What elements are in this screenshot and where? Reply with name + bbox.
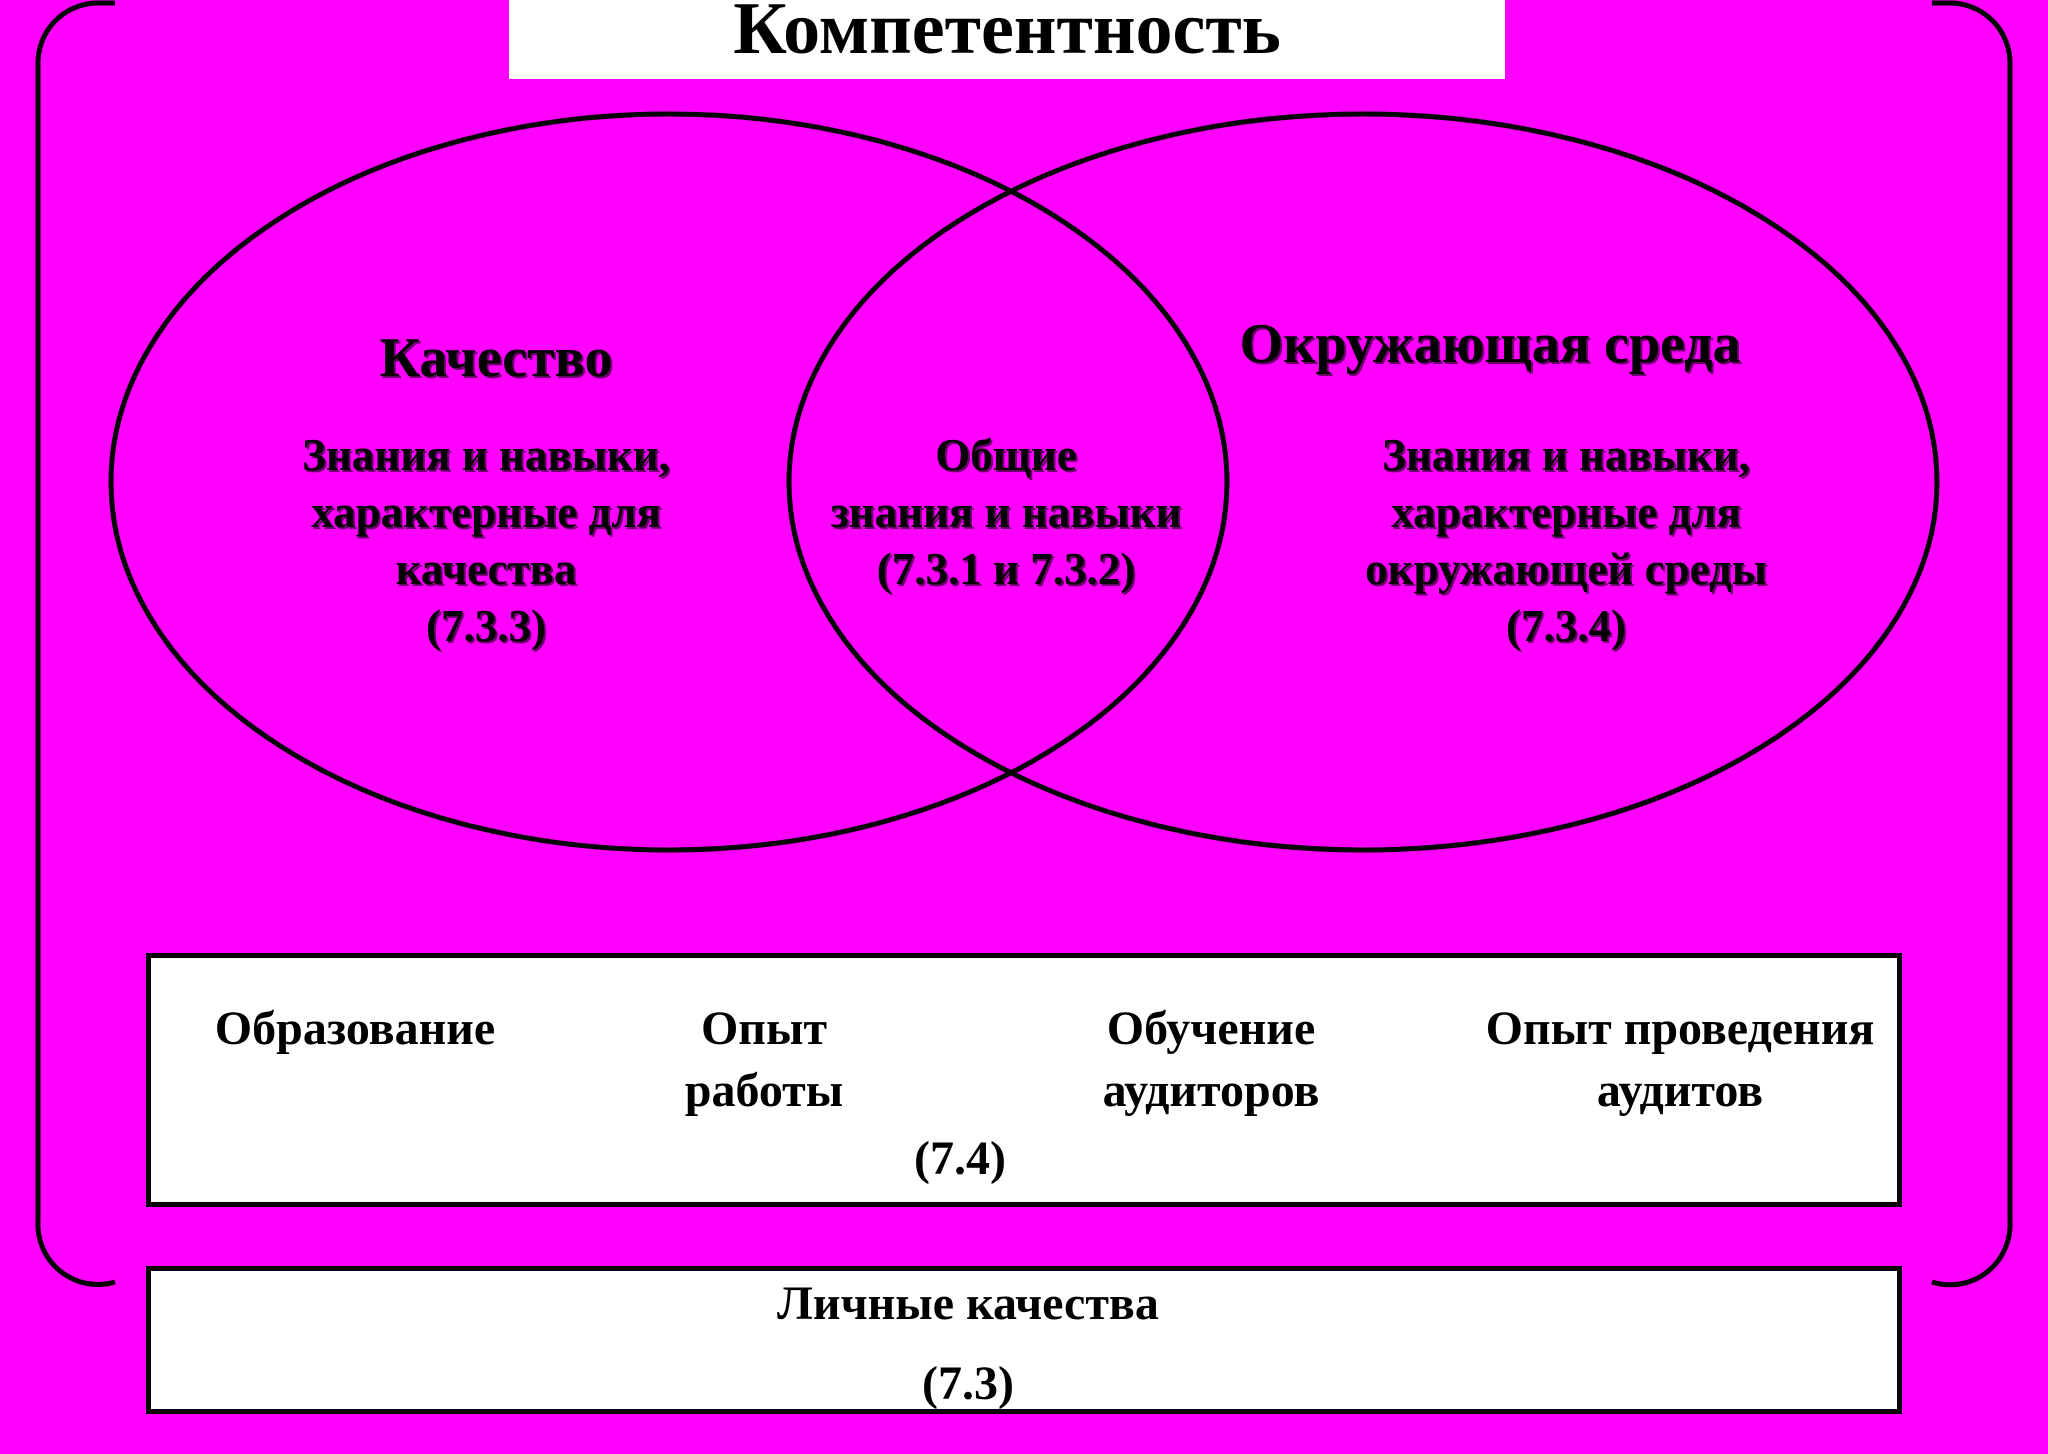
auditor-training-line: аудиторов xyxy=(1102,1064,1320,1117)
environment-line: характерные для xyxy=(1391,487,1741,537)
environment-line: Знания и навыки, xyxy=(1382,430,1750,480)
quality-text xyxy=(236,427,736,655)
work-experience-label xyxy=(614,998,914,1122)
work-experience-line: работы xyxy=(684,1064,844,1117)
environment-line: окружающей среды xyxy=(1365,544,1767,594)
environment-heading: Окружающая среда xyxy=(1239,313,1741,375)
common-ref: (7.3.1 и 7.3.2) xyxy=(876,544,1136,594)
quality-ref: (7.3.3) xyxy=(426,601,546,651)
education-line: Образование xyxy=(214,1002,496,1055)
competence-frame-right xyxy=(1932,3,2010,1285)
environment-ref: (7.3.4) xyxy=(1506,601,1626,651)
auditor-training-label xyxy=(1061,998,1361,1122)
competence-frame-left xyxy=(38,3,115,1284)
environment-text xyxy=(1316,427,1816,655)
audit-experience-label xyxy=(1460,998,1900,1122)
diagram-title: Компетентность xyxy=(733,0,1281,70)
common-line: Общие xyxy=(935,430,1077,480)
common-text xyxy=(796,427,1216,598)
quality-line: качества xyxy=(395,544,577,594)
quality-line: характерные для xyxy=(311,487,661,537)
common-line: знания и навыки xyxy=(830,487,1182,537)
education-label xyxy=(155,998,555,1060)
personal-qualities-label: Личные качества xyxy=(777,1277,1159,1330)
personal-qualities-ref: (7.3) xyxy=(922,1357,1014,1410)
work-experience-line: Опыт xyxy=(700,1002,828,1055)
foundation-ref: (7.4) xyxy=(914,1132,1006,1185)
audit-experience-line: аудитов xyxy=(1596,1064,1764,1117)
auditor-training-line: Обучение xyxy=(1106,1002,1316,1055)
quality-heading: Качество xyxy=(379,327,613,389)
title-box xyxy=(509,0,1505,79)
audit-experience-line: Опыт проведения xyxy=(1485,1002,1875,1055)
quality-line: Знания и навыки, xyxy=(302,430,670,480)
